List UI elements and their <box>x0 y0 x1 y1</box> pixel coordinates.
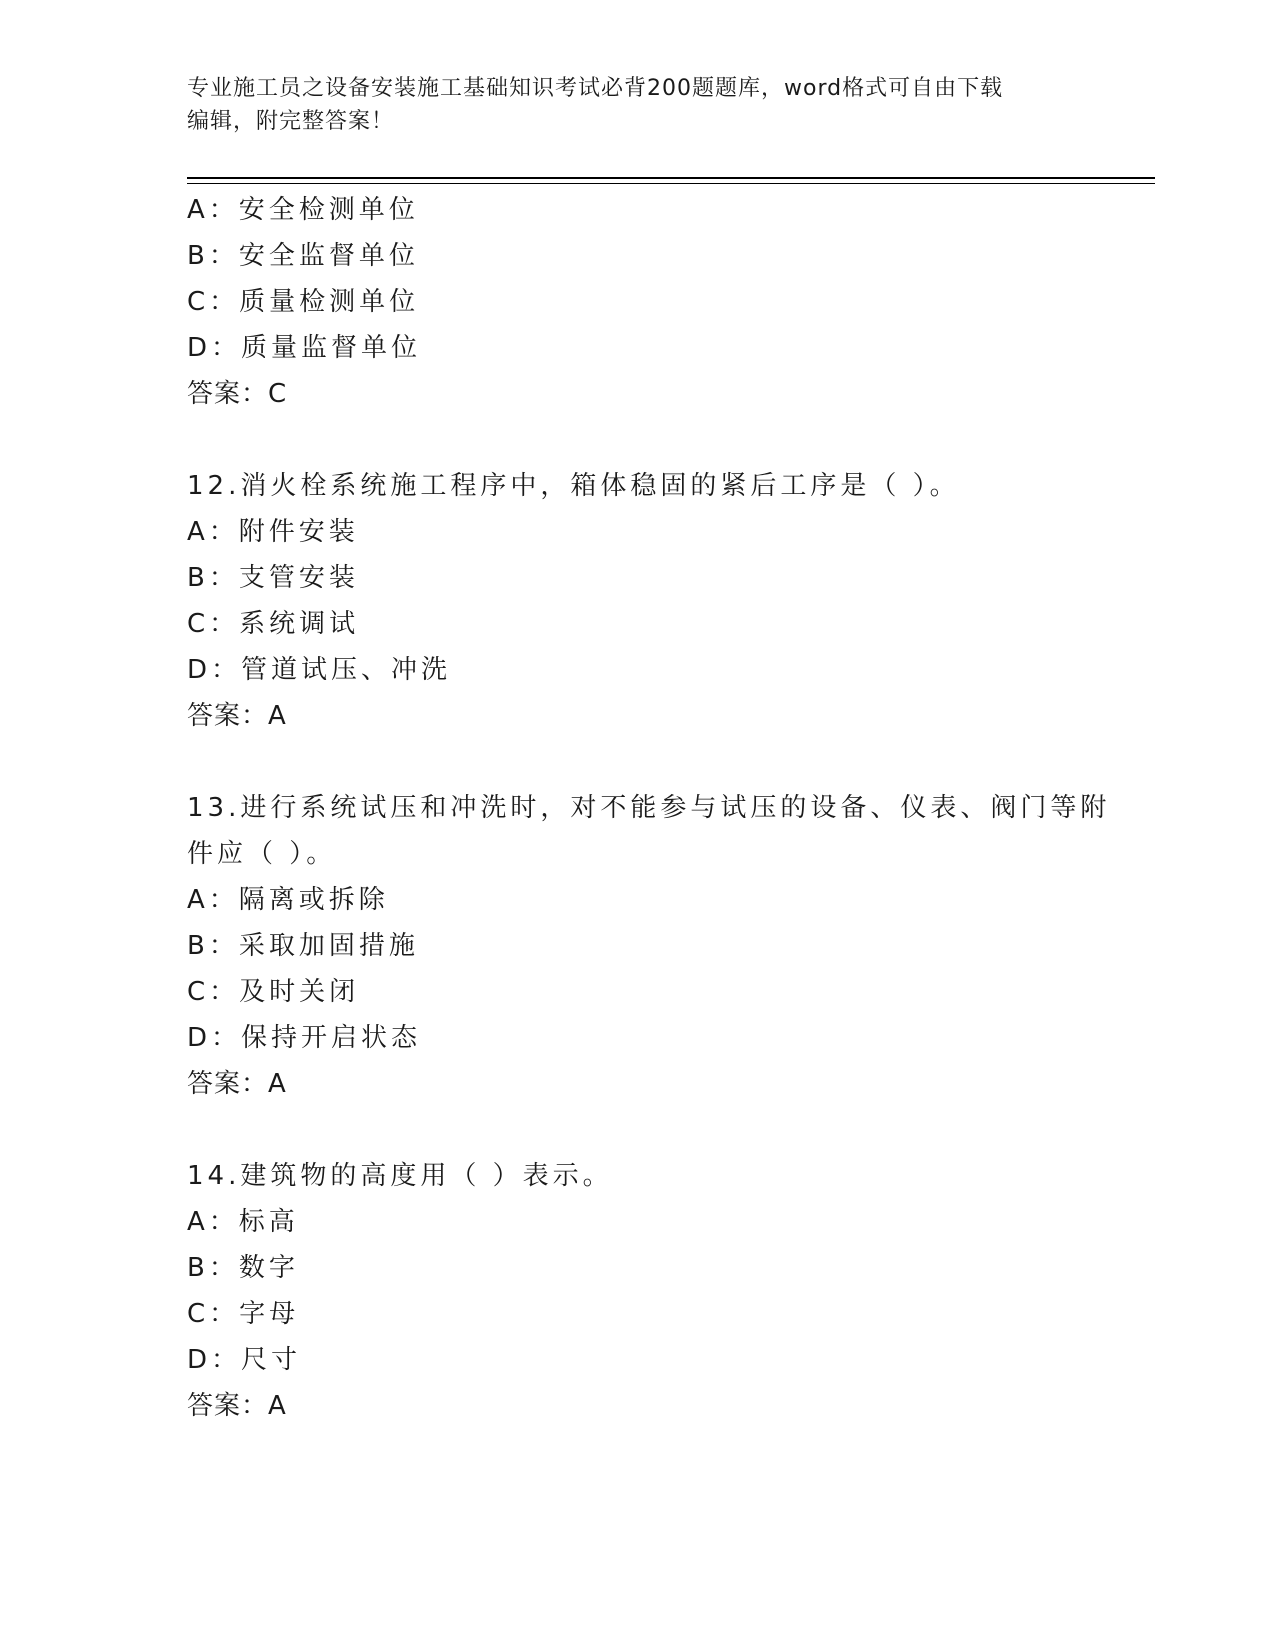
question-stem-line2: 件应（ ）。 <box>187 839 337 869</box>
option-b: B：采取加固措施 <box>187 931 419 961</box>
question-13 <box>187 785 1111 1107</box>
spacer <box>187 1107 1087 1153</box>
document-header <box>187 72 1087 138</box>
question-stem-line1: 13.进行系统试压和冲洗时，对不能参与试压的设备、仪表、阀门等附 <box>187 793 1111 823</box>
question-list <box>187 187 1111 1429</box>
option-b: B：安全监督单位 <box>187 241 419 271</box>
answer: 答案：A <box>187 1391 287 1421</box>
answer: 答案：C <box>187 379 288 409</box>
spacer <box>187 739 1087 785</box>
header-divider-thin <box>187 183 1155 184</box>
option-d: D：尺寸 <box>187 1345 302 1375</box>
option-b: B：数字 <box>187 1253 299 1283</box>
option-d: D：保持开启状态 <box>187 1023 422 1053</box>
option-c: C：系统调试 <box>187 609 360 639</box>
option-c: C：及时关闭 <box>187 977 360 1007</box>
option-c: C：质量检测单位 <box>187 287 420 317</box>
header-title-line2: 编辑，附完整答案！ <box>187 109 395 134</box>
option-d: D：质量监督单位 <box>187 333 422 363</box>
question-12 <box>187 463 1087 739</box>
option-a: A：隔离或拆除 <box>187 885 389 915</box>
question-14 <box>187 1153 1087 1429</box>
question-11 <box>187 187 1087 417</box>
header-title-line1: 专业施工员之设备安装施工基础知识考试必背200题题库，word格式可自由下载 <box>187 76 1004 101</box>
option-d: D：管道试压、冲洗 <box>187 655 452 685</box>
option-a: A：附件安装 <box>187 517 359 547</box>
question-stem: 12.消火栓系统施工程序中，箱体稳固的紧后工序是（ ）。 <box>187 471 960 501</box>
spacer <box>187 417 1087 463</box>
option-a: A：标高 <box>187 1207 299 1237</box>
question-stem: 14.建筑物的高度用（ ）表示。 <box>187 1161 613 1191</box>
option-c: C：字母 <box>187 1299 300 1329</box>
header-divider-thick <box>187 177 1155 179</box>
answer: 答案：A <box>187 1069 287 1099</box>
option-a: A：安全检测单位 <box>187 195 419 225</box>
answer: 答案：A <box>187 701 287 731</box>
option-b: B：支管安装 <box>187 563 359 593</box>
